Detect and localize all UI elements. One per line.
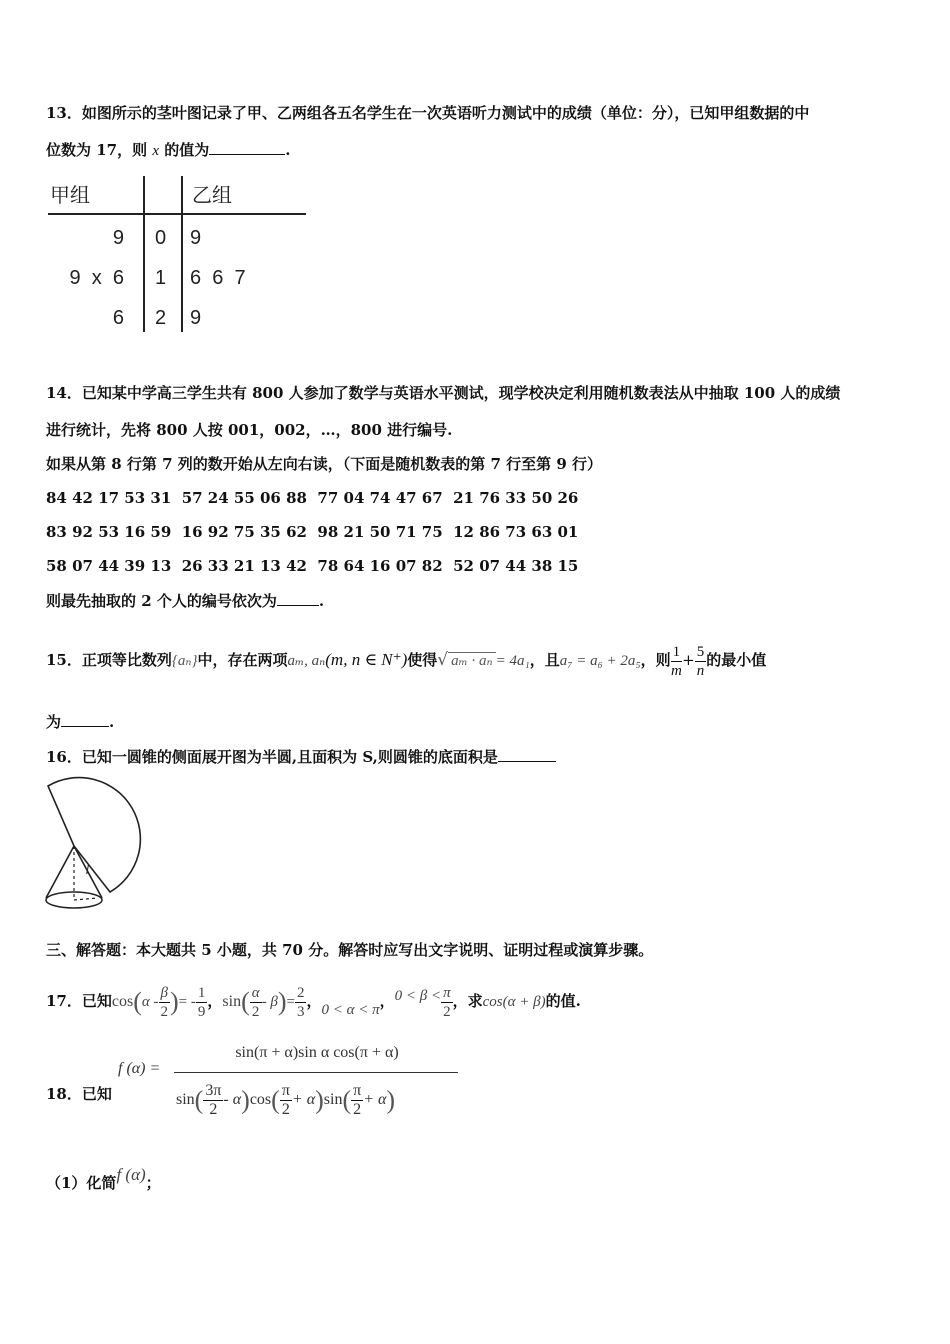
q15-frac2-num: 5 — [696, 643, 705, 660]
q17-eq: = — [286, 994, 295, 1010]
cone-slant-label: l — [86, 863, 89, 877]
q15-mid2: 使得 — [407, 651, 438, 669]
q17-cos: cos — [111, 993, 134, 1010]
q15-eq1: = 4a₁ — [495, 653, 530, 669]
q14-line2 — [46, 420, 452, 440]
q15-condition: (m, n ∈ N⁺) — [325, 650, 408, 669]
q14-line1 — [46, 383, 840, 403]
q13-answer-blank[interactable] — [209, 140, 285, 155]
q18-den-minus-a: - α — [223, 1091, 242, 1108]
q17-frac-beta — [159, 984, 170, 1021]
q15-answer-blank[interactable] — [61, 712, 109, 727]
stem-row3-right: 9 — [190, 307, 202, 329]
q18-prefix: 18．已知 — [46, 1085, 112, 1103]
q13-var-x: x — [152, 143, 160, 159]
q18-part1-expr: f (α) — [116, 1165, 146, 1184]
q17-line — [46, 966, 581, 1040]
q13-text-2b: 的值为 — [164, 141, 210, 159]
paren-left-icon: ( — [194, 1085, 204, 1115]
random-table-row-7 — [46, 488, 578, 508]
q15-mid3: ，且 — [529, 651, 560, 669]
q15-prefix: 15．正项等比数列 — [46, 651, 172, 669]
stem-row2-stem: 1 — [155, 267, 167, 289]
q18-fraction-bar — [174, 1072, 458, 1073]
q17-ask: ，求 — [452, 992, 483, 1010]
q15-terms: aₘ, aₙ — [287, 653, 326, 669]
q17-alpha-minus: α - — [141, 994, 159, 1010]
semicircle-sector — [48, 778, 140, 892]
paren-left-icon: ( — [342, 1085, 352, 1115]
q14-text-1: 14．已知某中学高三学生共有 800 人参加了数学与英语水平测试，现学校决定利用随机数表法从中抽取 100 人的成绩 — [46, 384, 841, 402]
q18-den-2b: 2 — [281, 1100, 290, 1118]
paren-right-icon: ) — [315, 1085, 324, 1115]
q18-den-2c: 2 — [353, 1100, 362, 1118]
q18-part1-label: （1）化简 — [46, 1174, 117, 1192]
q17-comma-3: ， — [379, 992, 395, 1010]
stem-leaf-plot — [44, 172, 314, 342]
paren-left-icon: ( — [133, 987, 142, 1016]
q16-answer-blank[interactable] — [498, 747, 556, 762]
stem-row2-left: 9 x 6 — [69, 267, 124, 289]
random-row-8-text: 83 92 53 16 59 16 92 75 35 62 98 21 50 71 75 12 86 73 63 01 — [46, 523, 579, 541]
q15-frac2-den: n — [696, 662, 705, 679]
q16-text: 16．已知一圆锥的侧面展开图为半圆,且面积为 S,则圆锥的底面积是 — [46, 748, 498, 766]
q15-eq2: a₇ = a₆ + 2a₅ — [559, 653, 641, 669]
q17-minus-beta: - β — [261, 994, 278, 1010]
q15-frac1 — [671, 643, 683, 680]
q14-text-2: 进行统计，先将 800 人按 001，002，…，800 进行编号. — [46, 421, 453, 439]
stem-row1-left: 9 — [112, 227, 124, 249]
q15-plus: + — [682, 651, 695, 669]
q18-denominator — [176, 1076, 395, 1124]
q15-mid4: ，则 — [640, 651, 671, 669]
q18-part1-end: ； — [145, 1174, 161, 1192]
stem-row3-stem: 2 — [155, 307, 167, 329]
q15-line2 — [46, 712, 114, 732]
stem-row3-left: 6 — [112, 307, 124, 329]
q13-line2 — [46, 140, 291, 161]
q18-part1 — [46, 1160, 161, 1198]
q14-line3 — [46, 454, 602, 474]
q18-den-sin1: sin — [176, 1091, 195, 1108]
q18-numerator: sin(π + α)sin α cos(π + α) — [235, 1044, 399, 1061]
q15-frac1-den: m — [670, 662, 682, 679]
stem-left-header: 甲组 — [50, 185, 90, 207]
cone-left-slant — [46, 846, 74, 898]
q17-two-b: 2 — [251, 1003, 260, 1020]
q18-den-frac-b — [280, 1082, 292, 1119]
q15-mid1: 中，存在两项 — [197, 651, 288, 669]
q14-period: . — [318, 592, 325, 610]
q15-frac1-num: 1 — [672, 643, 681, 660]
q18-den-pi-c: π — [353, 1081, 362, 1099]
q17-prefix: 17．已知 — [46, 992, 112, 1010]
q17-beta: β — [160, 984, 168, 1001]
section-3-text: 三、解答题：本大题共 5 小题，共 70 分。解答时应写出文字说明、证明过程或演算步骤。 — [46, 941, 654, 959]
stem-row2-right: 6 6 7 — [190, 267, 246, 289]
q13-period: . — [285, 141, 291, 159]
section-3-heading — [46, 940, 653, 960]
q17-nine: 9 — [197, 1003, 206, 1020]
stem-right-header: 乙组 — [192, 185, 232, 207]
q18-den-plus-a-b: + α — [291, 1091, 316, 1108]
q15-suffix: 的最小值 — [706, 651, 767, 669]
q14-text-3: 如果从第 8 行第 7 列的数开始从左向右读，（下面是随机数表的第 7 行至第 9 行） — [46, 455, 603, 473]
q17-target: cos(α + β) — [482, 994, 546, 1010]
paren-right-icon: ) — [277, 987, 287, 1016]
q17-alpha: α — [251, 984, 260, 1001]
q18-den-cos: cos — [249, 1091, 272, 1108]
paren-left-icon: ( — [271, 1085, 280, 1115]
q17-sin: sin — [222, 993, 242, 1010]
random-row-7-text: 84 42 17 53 31 57 24 55 06 88 77 04 74 47 67 21 76 33 50 26 — [46, 489, 579, 507]
q17-range2: 0 < β < — [394, 988, 442, 1004]
q17-comma-2: ， — [306, 992, 322, 1010]
paren-right-icon: ) — [169, 987, 179, 1016]
q18-den-sin2: sin — [323, 1091, 343, 1108]
q18-prefix-line — [46, 1084, 112, 1104]
q17-frac-2-3 — [295, 984, 307, 1021]
q14-text-last: 则最先抽取的 2 个人的编号依次为 — [46, 592, 277, 610]
q15-line1 — [46, 640, 766, 681]
q13-text-2a: 位数为 17，则 — [46, 141, 148, 159]
q17-frac-alpha — [250, 984, 262, 1021]
q15-period: . — [109, 713, 115, 731]
stem-row1-stem: 0 — [155, 227, 167, 249]
q15-sequence: {aₙ} — [171, 653, 198, 669]
q15-line2-text: 为 — [46, 713, 62, 731]
q18-den-pi-b: π — [281, 1081, 290, 1099]
q17-comma-1: ， — [207, 992, 223, 1010]
q17-frac-pi — [441, 984, 453, 1021]
q13-line1 — [46, 103, 809, 123]
q14-answer-blank[interactable] — [277, 591, 319, 606]
q16-line — [46, 747, 556, 767]
q18-den-2a: 2 — [209, 1100, 218, 1118]
q17-eq-neg: = - — [178, 994, 196, 1010]
q17-one: 1 — [197, 984, 206, 1001]
q17-two: 2 — [160, 1003, 168, 1020]
q13-text-1: 13．如图所示的茎叶图记录了甲、乙两组各五名学生在一次英语听力测试中的成绩（单位：分），已知甲组数据的中 — [46, 104, 810, 122]
q17-two-c: 2 — [443, 1003, 451, 1020]
cone-unfold-figure — [40, 774, 160, 916]
q17-range1: 0 < α < π — [321, 1002, 380, 1018]
q17-num2: 2 — [296, 984, 305, 1001]
random-table-row-8 — [46, 522, 578, 542]
random-table-row-9 — [46, 556, 578, 576]
q18-den-frac-c — [351, 1082, 363, 1119]
random-row-9-text: 58 07 44 39 13 26 33 21 13 42 78 64 16 07 82 52 07 44 38 15 — [46, 557, 579, 575]
q14-line-last — [46, 591, 324, 611]
q18-den-3pi: 3π — [205, 1081, 222, 1099]
sqrt-icon: √ — [437, 650, 449, 670]
q17-frac-1-9 — [196, 984, 208, 1021]
q18-den-plus-a-c: + α — [363, 1091, 387, 1108]
paren-right-icon: ) — [241, 1085, 250, 1115]
q17-pi: π — [443, 984, 451, 1001]
cone-radius — [74, 898, 98, 900]
q17-den3: 3 — [296, 1003, 305, 1020]
q18-den-frac-a — [203, 1082, 223, 1119]
q15-sqrt-body: aₘ · aₙ — [448, 652, 496, 669]
q15-frac2 — [695, 643, 707, 680]
stem-row1-right: 9 — [190, 227, 202, 249]
paren-right-icon: ) — [386, 1085, 396, 1115]
q18-lhs: f (α) = — [118, 1060, 161, 1077]
paren-left-icon: ( — [241, 987, 250, 1016]
q17-suffix: 的值. — [545, 992, 581, 1010]
